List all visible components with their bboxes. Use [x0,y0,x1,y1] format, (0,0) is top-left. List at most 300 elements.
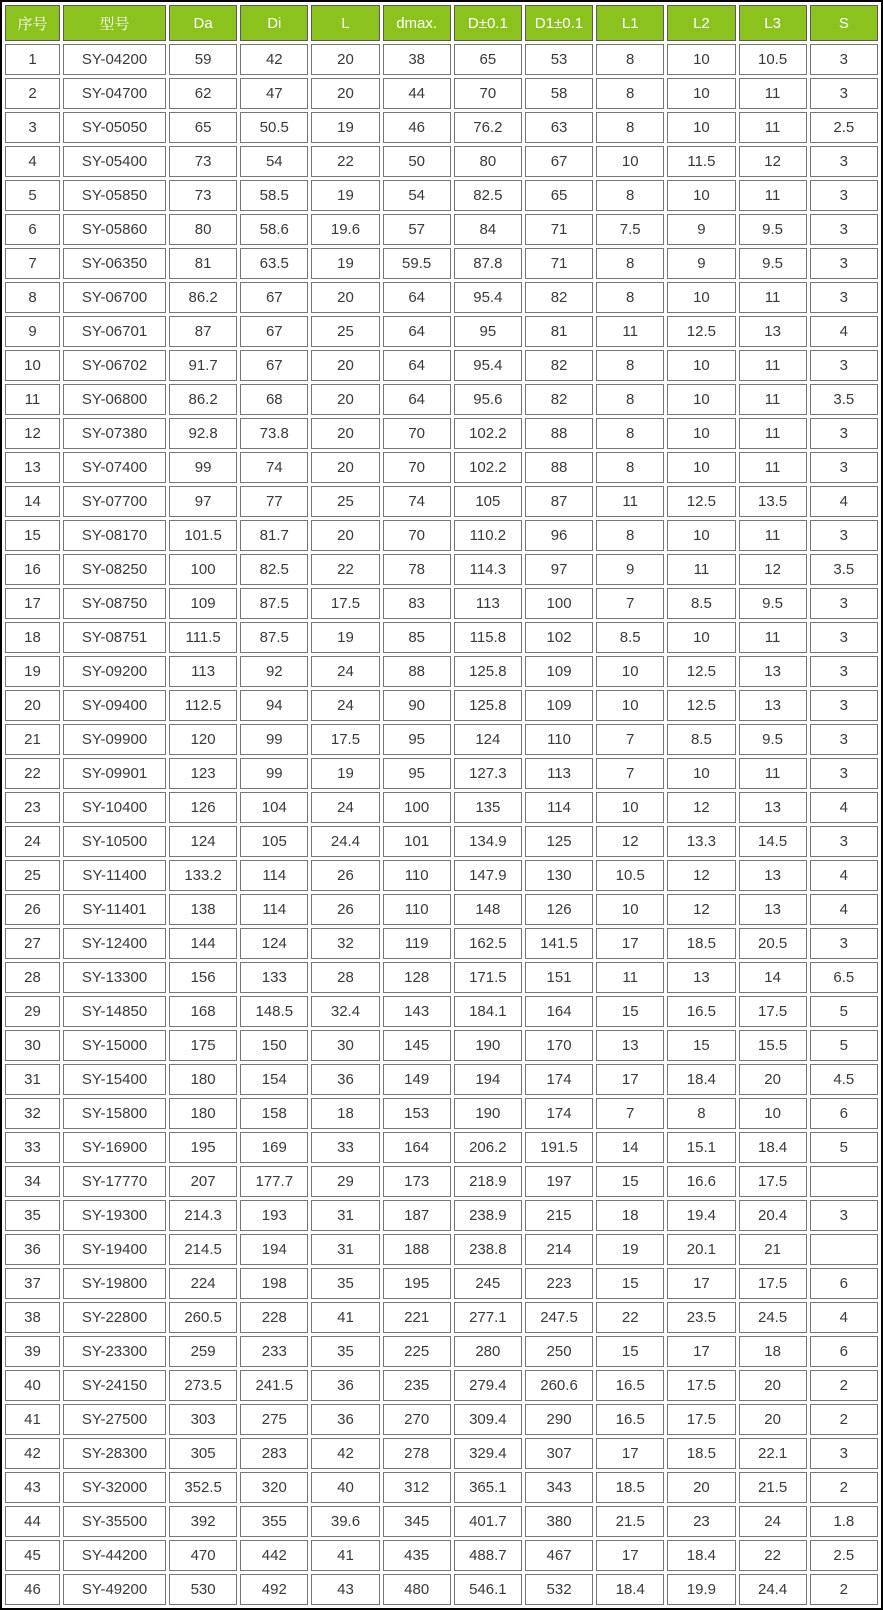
table-cell: 25 [311,316,379,347]
table-cell: 21 [739,1234,807,1265]
table-cell: 15 [596,996,664,1027]
table-cell: 149 [383,1064,451,1095]
table-cell: 3 [810,928,878,959]
table-row [5,1132,878,1163]
table-cell [810,1166,878,1197]
table-cell: SY-24150 [63,1370,166,1401]
table-cell: 10 [667,180,735,211]
table-cell: 62 [169,78,237,109]
table-cell: 206.2 [454,1132,522,1163]
table-cell: 442 [240,1540,308,1571]
table-cell: SY-06702 [63,350,166,381]
table-cell: 11 [739,452,807,483]
table-cell: 13 [739,690,807,721]
table-cell: 215 [525,1200,593,1231]
table-cell: 13 [739,894,807,925]
table-cell: 18 [311,1098,379,1129]
table-cell: 343 [525,1472,593,1503]
table-cell: 3 [810,214,878,245]
table-cell: 23 [5,792,60,823]
table-cell: 71 [525,248,593,279]
table-cell: 238.9 [454,1200,522,1231]
table-cell: 18.4 [667,1540,735,1571]
table-cell: 169 [240,1132,308,1163]
table-cell: 43 [5,1472,60,1503]
table-cell: 44 [383,78,451,109]
table-cell: 5 [810,996,878,1027]
table-cell: 68 [240,384,308,415]
table-cell: 3 [810,758,878,789]
table-cell: 24.4 [739,1574,807,1605]
table-cell: 90 [383,690,451,721]
table-row [5,1030,878,1061]
table-cell: 24 [5,826,60,857]
table-cell: 270 [383,1404,451,1435]
table-cell: 194 [454,1064,522,1095]
table-cell: 25 [5,860,60,891]
table-cell: 20 [739,1404,807,1435]
column-header: D1±0.1 [525,5,593,41]
table-cell: 10 [667,418,735,449]
table-cell: 18 [5,622,60,653]
table-cell: 3 [810,282,878,313]
table-cell: 11 [739,350,807,381]
table-cell: 12.5 [667,486,735,517]
table-cell: 4 [810,1302,878,1333]
table-cell: 64 [383,282,451,313]
table-header [5,5,878,41]
table-cell: 95 [383,758,451,789]
table-cell: 19 [311,248,379,279]
table-cell: 105 [240,826,308,857]
table-cell: 123 [169,758,237,789]
table-cell: 3 [810,826,878,857]
column-header: 型号 [63,5,166,41]
table-cell: 82.5 [240,554,308,585]
table-cell: 151 [525,962,593,993]
table-cell: 70 [454,78,522,109]
table-cell: 10 [667,282,735,313]
table-cell: 126 [169,792,237,823]
table-cell: 174 [525,1098,593,1129]
table-cell: 145 [383,1030,451,1061]
table-row [5,554,878,585]
table-row [5,112,878,143]
table-cell: 54 [240,146,308,177]
table-cell: 112.5 [169,690,237,721]
table-cell: 87.5 [240,588,308,619]
table-cell: 8 [596,112,664,143]
table-cell: 29 [311,1166,379,1197]
table-cell: 67 [240,282,308,313]
table-cell: 17.5 [311,724,379,755]
table-cell: 19.9 [667,1574,735,1605]
table-row [5,214,878,245]
table-cell: 21 [5,724,60,755]
table-cell: 3 [810,588,878,619]
table-cell: 113 [454,588,522,619]
table-cell: 70 [383,520,451,551]
table-cell: 8.5 [667,724,735,755]
table-cell: 11 [739,622,807,653]
table-cell: 25 [311,486,379,517]
table-cell: 290 [525,1404,593,1435]
table-cell: 17 [5,588,60,619]
column-header: L1 [596,5,664,41]
table-cell: 13 [739,860,807,891]
table-cell: 4 [810,894,878,925]
table-cell: 39 [5,1336,60,1367]
table-cell: 143 [383,996,451,1027]
table-cell: 11 [667,554,735,585]
table-cell: 102 [525,622,593,653]
table-row [5,180,878,211]
table-cell: SY-09900 [63,724,166,755]
table-body [5,44,878,1605]
table-cell: 9.5 [739,248,807,279]
table-cell: 329.4 [454,1438,522,1469]
table-cell: 13 [739,792,807,823]
table-cell: 17.5 [739,1268,807,1299]
table-cell: SY-08750 [63,588,166,619]
table-cell: 115.8 [454,622,522,653]
table-cell: 47 [240,78,308,109]
table-cell: SY-28300 [63,1438,166,1469]
table-cell: 4.5 [810,1064,878,1095]
table-cell: 8 [667,1098,735,1129]
table-cell: SY-27500 [63,1404,166,1435]
table-cell: 63.5 [240,248,308,279]
table-cell: 20 [311,282,379,313]
table-cell: 65 [525,180,593,211]
table-cell: 70 [383,418,451,449]
table-row [5,1540,878,1571]
table-cell: 20 [311,78,379,109]
table-cell: 19 [311,180,379,211]
table-cell: 44 [5,1506,60,1537]
table-cell: 87.5 [240,622,308,653]
table-cell: SY-11401 [63,894,166,925]
table-cell: 124 [454,724,522,755]
table-cell: 114 [525,792,593,823]
table-cell: 173 [383,1166,451,1197]
table-cell: 11 [596,486,664,517]
table-cell: 184.1 [454,996,522,1027]
table-cell: 488.7 [454,1540,522,1571]
table-cell: 40 [5,1370,60,1401]
table-cell: SY-05050 [63,112,166,143]
table-cell: 352.5 [169,1472,237,1503]
table-row [5,146,878,177]
table-cell: 96 [525,520,593,551]
table-cell: 9.5 [739,214,807,245]
table-cell: 63 [525,112,593,143]
table-cell: 3 [810,1200,878,1231]
table-cell: 279.4 [454,1370,522,1401]
header-row [5,5,878,41]
table-cell: 3 [810,180,878,211]
table-cell: 67 [240,350,308,381]
table-cell: 20 [5,690,60,721]
table-cell: 73 [169,180,237,211]
table-cell: 3 [810,350,878,381]
table-row [5,622,878,653]
table-cell: 22 [5,758,60,789]
table-cell: 223 [525,1268,593,1299]
table-cell: 8 [596,418,664,449]
table-cell: 20 [667,1472,735,1503]
table-cell: 82 [525,350,593,381]
table-cell: 95 [383,724,451,755]
table-cell: 162.5 [454,928,522,959]
table-cell: 193 [240,1200,308,1231]
table-cell: 15 [596,1268,664,1299]
table-cell: SY-09200 [63,656,166,687]
table-cell: 77 [240,486,308,517]
table-cell: 221 [383,1302,451,1333]
table-cell: 83 [383,588,451,619]
table-row [5,1438,878,1469]
table-cell: SY-16900 [63,1132,166,1163]
table-cell: 12.5 [667,316,735,347]
table-cell: SY-10400 [63,792,166,823]
table-cell: 17.5 [739,996,807,1027]
table-cell: 36 [5,1234,60,1265]
table-cell: 16.5 [596,1404,664,1435]
table-cell: 250 [525,1336,593,1367]
table-cell: 233 [240,1336,308,1367]
table-cell: 7 [596,758,664,789]
table-cell: 12 [596,826,664,857]
table-cell: 13 [5,452,60,483]
table-cell: 21.5 [596,1506,664,1537]
table-cell: 245 [454,1268,522,1299]
table-cell: 307 [525,1438,593,1469]
table-cell: 141.5 [525,928,593,959]
table-cell: 119 [383,928,451,959]
table-cell: 32.4 [311,996,379,1027]
table-cell: SY-09400 [63,690,166,721]
table-cell: 114 [240,894,308,925]
table-row [5,1370,878,1401]
table-cell: SY-44200 [63,1540,166,1571]
table-cell: 9.5 [739,724,807,755]
table-cell: 17 [596,1540,664,1571]
table-cell: 64 [383,350,451,381]
column-header: L2 [667,5,735,41]
table-cell: 30 [5,1030,60,1061]
table-cell: 17 [667,1336,735,1367]
table-cell: 13 [739,316,807,347]
table-cell: 303 [169,1404,237,1435]
table-cell: 15.1 [667,1132,735,1163]
table-cell: 135 [454,792,522,823]
table-cell: 20 [739,1064,807,1095]
table-cell: 1 [5,44,60,75]
table-cell: 78 [383,554,451,585]
table-cell: 59 [169,44,237,75]
table-cell: 24.4 [311,826,379,857]
table-cell: 8 [596,452,664,483]
table-cell: 38 [383,44,451,75]
table-cell: 100 [525,588,593,619]
table-cell: 58.6 [240,214,308,245]
table-cell: 154 [240,1064,308,1095]
table-cell: 97 [169,486,237,517]
table-row [5,350,878,381]
table-row [5,44,878,75]
table-cell: 4 [810,486,878,517]
table-cell: 3 [810,656,878,687]
table-cell: 53 [525,44,593,75]
table-cell: 110.2 [454,520,522,551]
table-cell: 12 [739,146,807,177]
table-cell: 138 [169,894,237,925]
table-cell: 28 [5,962,60,993]
table-cell: 24.5 [739,1302,807,1333]
table-cell: 99 [240,724,308,755]
table-cell: 125.8 [454,690,522,721]
table-cell: 247.5 [525,1302,593,1333]
table-cell: 110 [383,860,451,891]
table-cell: 20 [311,384,379,415]
table-cell: SY-10500 [63,826,166,857]
table-cell: 104 [240,792,308,823]
table-cell: 401.7 [454,1506,522,1537]
table-cell: 133.2 [169,860,237,891]
table-cell: 12 [739,554,807,585]
table-row [5,486,878,517]
table-cell: SY-08170 [63,520,166,551]
table-cell: 42 [5,1438,60,1469]
table-cell: 3 [810,248,878,279]
table-cell: 54 [383,180,451,211]
table-cell: 365.1 [454,1472,522,1503]
table-cell: SY-35500 [63,1506,166,1537]
table-cell: 320 [240,1472,308,1503]
table-cell: SY-19800 [63,1268,166,1299]
table-cell: 36 [311,1370,379,1401]
table-row [5,1574,878,1605]
table-cell: SY-17770 [63,1166,166,1197]
table-cell: 16.6 [667,1166,735,1197]
table-cell: 11 [596,962,664,993]
table-cell: 18.5 [596,1472,664,1503]
table-cell: 81.7 [240,520,308,551]
table-cell: 12 [5,418,60,449]
table-cell: 355 [240,1506,308,1537]
table-cell: 480 [383,1574,451,1605]
table-cell: 4 [5,146,60,177]
table-cell: 80 [169,214,237,245]
table-cell: SY-23300 [63,1336,166,1367]
table-cell: 9.5 [739,588,807,619]
table-cell: 180 [169,1064,237,1095]
table-cell: 35 [5,1200,60,1231]
table-cell: 17 [667,1268,735,1299]
column-header: L3 [739,5,807,41]
table-row [5,248,878,279]
table-cell: 19.6 [311,214,379,245]
table-cell: 19 [596,1234,664,1265]
table-cell: 88 [525,452,593,483]
table-cell: 6 [5,214,60,245]
table-cell: 260.6 [525,1370,593,1401]
table-cell: 18.5 [667,928,735,959]
table-cell: 198 [240,1268,308,1299]
table-cell: SY-04700 [63,78,166,109]
table-cell: SY-15400 [63,1064,166,1095]
table-cell: 39.6 [311,1506,379,1537]
table-cell: 100 [169,554,237,585]
table-cell: 67 [240,316,308,347]
table-cell: 8 [5,282,60,313]
table-cell: 10 [667,350,735,381]
table-cell: 11 [739,758,807,789]
table-cell: 148 [454,894,522,925]
table-cell: SY-19300 [63,1200,166,1231]
table-cell: 36 [311,1064,379,1095]
table-cell: 30 [311,1030,379,1061]
table-cell: 21.5 [739,1472,807,1503]
table-row [5,928,878,959]
table-cell: 17.5 [311,588,379,619]
column-header: 序号 [5,5,60,41]
table-cell: SY-32000 [63,1472,166,1503]
table-cell: 36 [311,1404,379,1435]
table-cell: 470 [169,1540,237,1571]
table-cell: 87.8 [454,248,522,279]
table-cell: 87 [525,486,593,517]
table-cell: 82 [525,282,593,313]
table-cell: 95.6 [454,384,522,415]
table-cell: 133 [240,962,308,993]
table-cell: 35 [311,1336,379,1367]
table-cell: 148.5 [240,996,308,1027]
table-cell: 9 [667,214,735,245]
table-cell: 81 [169,248,237,279]
table-cell: 134.9 [454,826,522,857]
table-cell: 532 [525,1574,593,1605]
table-cell: 50.5 [240,112,308,143]
table-cell: 31 [5,1064,60,1095]
table-cell: SY-08250 [63,554,166,585]
table-row [5,860,878,891]
table-cell: 114 [240,860,308,891]
table-cell: SY-49200 [63,1574,166,1605]
table-cell: 14 [5,486,60,517]
table-cell: 171.5 [454,962,522,993]
table-cell: 18.4 [596,1574,664,1605]
table-cell: 3 [810,418,878,449]
table-cell: 40 [311,1472,379,1503]
table-cell: 12 [667,792,735,823]
table-cell: 10.5 [596,860,664,891]
table-cell: 228 [240,1302,308,1333]
table-row [5,1166,878,1197]
table-row [5,588,878,619]
table-cell: 24 [311,792,379,823]
table-cell: 9 [667,248,735,279]
table-cell: 5 [810,1030,878,1061]
table-cell: 37 [5,1268,60,1299]
table-cell: 3 [810,146,878,177]
table-cell: 16 [5,554,60,585]
table-cell: SY-15800 [63,1098,166,1129]
table-row [5,792,878,823]
table-cell: 22.1 [739,1438,807,1469]
table-cell: SY-04200 [63,44,166,75]
